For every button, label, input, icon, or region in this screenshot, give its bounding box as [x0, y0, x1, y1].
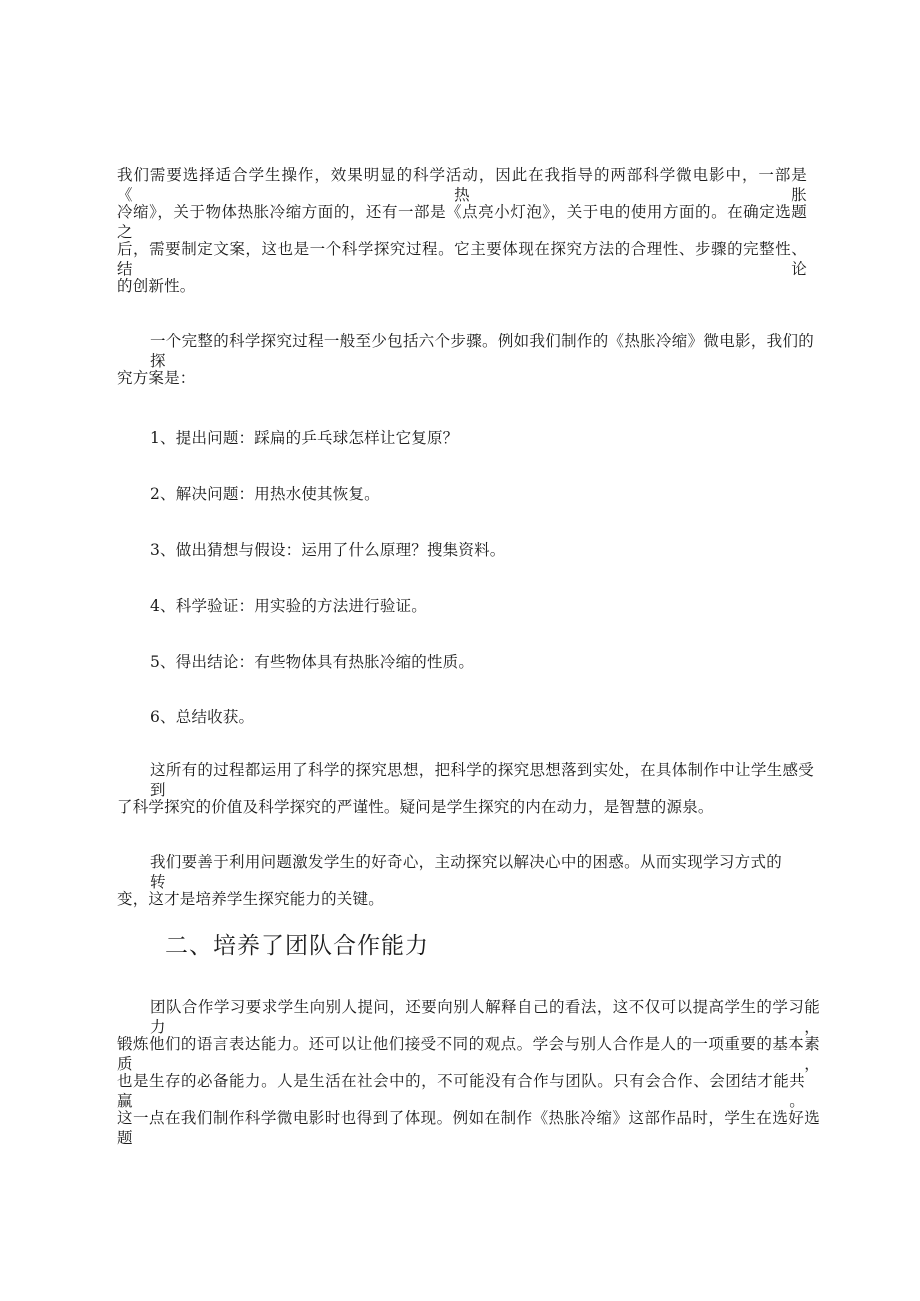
step-item: 2、解决问题：用热水使其恢复。 [150, 485, 380, 503]
paragraph-2-line-2: 究方案是： [117, 369, 196, 387]
paragraph-5-line-1: 团队合作学习要求学生向别人提问，还要向别人解释自己的看法，这不仅可以提高学生的学习能力， [150, 998, 820, 1036]
paragraph-5-line-4: 这一点在我们制作科学微电影时也得到了体现。例如在制作《热胀冷缩》这部作品时，学生在选好选题 [117, 1109, 820, 1147]
step-item: 6、总结收获。 [150, 708, 255, 726]
step-item: 4、科学验证：用实验的方法进行验证。 [150, 597, 427, 615]
paragraph-2-line-1: 一个完整的科学探究过程一般至少包括六个步骤。例如我们制作的《热胀冷缩》微电影，我们的探 [150, 332, 814, 370]
step-item: 5、得出结论：有些物体具有热胀冷缩的性质。 [150, 653, 475, 671]
paragraph-1-line-1: 我们需要选择适合学生操作，效果明显的科学活动，因此在我指导的两部科学微电影中，一部是《热胀 [117, 166, 807, 204]
paragraph-1-line-2: 冷缩》，关于物体热胀冷缩方面的，还有一部是《点亮小灯泡》，关于电的使用方面的。在确定选题之 [117, 203, 807, 241]
paragraph-4-line-1: 我们要善于利用问题激发学生的好奇心，主动探究以解决心中的困惑。从而实现学习方式的转 [150, 853, 782, 891]
section-heading: 二、培养了团队合作能力 [165, 933, 429, 959]
paragraph-1-line-4: 的创新性。 [117, 277, 196, 295]
paragraph-4-line-2: 变，这才是培养学生探究能力的关键。 [117, 890, 384, 908]
paragraph-5-line-3: 也是生存的必备能力。人是生活在社会中的，不可能没有合作与团队。只有会合作、会团结才能共赢。 [117, 1072, 805, 1110]
paragraph-1-line-3: 后，需要制定文案，这也是一个科学探究过程。它主要体现在探究方法的合理性、步骤的完整性、结论 [117, 240, 807, 278]
step-item: 3、做出猜想与假设：运用了什么原理？搜集资料。 [150, 541, 506, 559]
paragraph-3-line-1: 这所有的过程都运用了科学的探究思想，把科学的探究思想落到实处，在具体制作中让学生感受到 [150, 761, 814, 799]
paragraph-3-line-2: 了科学探究的价值及科学探究的严谨性。疑问是学生探究的内在动力，是智慧的源泉。 [117, 798, 714, 816]
step-item: 1、提出问题：踩扁的乒乓球怎样让它复原？ [150, 429, 459, 447]
paragraph-5-line-2: 锻炼他们的语言表达能力。还可以让他们接受不同的观点。学会与别人合作是人的一项重要的基本素质， [117, 1035, 820, 1073]
